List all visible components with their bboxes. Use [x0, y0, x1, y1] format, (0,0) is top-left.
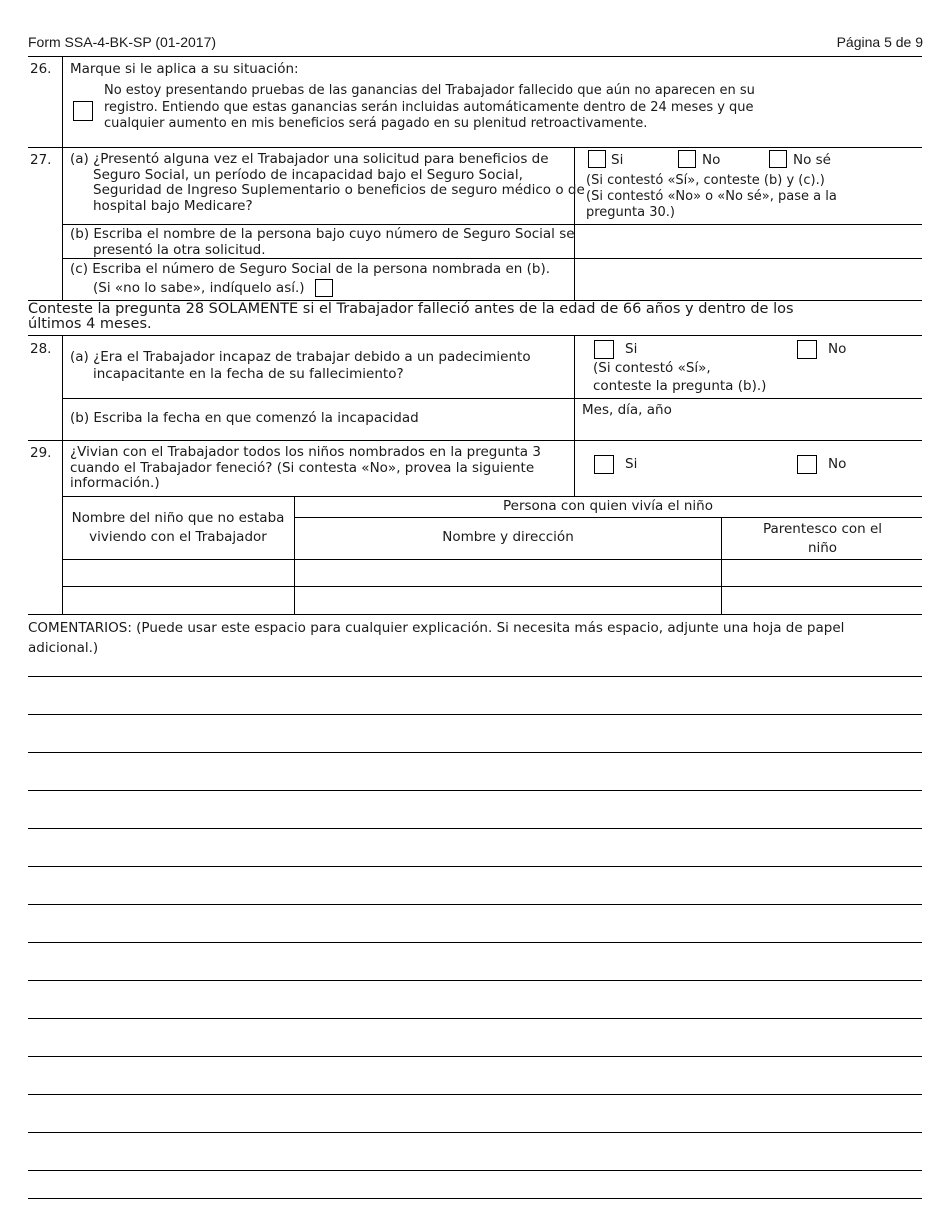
- comments-area[interactable]: [28, 662, 922, 1200]
- q27b-text: (b) Escriba el nombre de la persona bajo cuyo número de Seguro Social se presentó la otra solicitud.: [70, 226, 575, 258]
- q28-si-checkbox[interactable]: [594, 340, 614, 359]
- q29-number: 29.: [30, 445, 52, 461]
- q29-col-relationship: Parentesco con el niño: [762, 521, 883, 556]
- answer-divider-29: [574, 440, 575, 496]
- comment-line: [28, 752, 922, 753]
- q27c-answer-field[interactable]: [576, 260, 920, 299]
- q28-note: (Si contestó «Sí», conteste la pregunta (b).): [593, 360, 767, 394]
- q27-note-yes: (Si contestó «Sí», conteste (b) y (c).): [586, 173, 825, 188]
- rule-27b-27c: [62, 258, 922, 259]
- q29-table-header-bottom: [62, 559, 922, 560]
- q27-note-no: (Si contestó «No» o «No sé», pase a la pregunta 30.): [586, 189, 837, 220]
- q28-no-label: No: [828, 341, 847, 357]
- q29-no-label: No: [828, 456, 847, 472]
- q29-col-child-name: Nombre del niño que no estaba viviendo con el Trabajador: [71, 510, 285, 545]
- q29-col-group-header: Persona con quien vivía el niño: [502, 498, 713, 514]
- comment-line: [28, 866, 922, 867]
- q27b-answer-field[interactable]: [576, 226, 920, 257]
- comment-line: [28, 904, 922, 905]
- q29-table-top: [62, 496, 922, 497]
- q27-number: 27.: [30, 152, 52, 168]
- q28b-date-label: Mes, día, año: [582, 402, 672, 418]
- q29-col-name-address: Nombre y dirección: [442, 529, 574, 545]
- q27c-unknown-checkbox[interactable]: [315, 279, 333, 297]
- rule-26-27: [28, 147, 922, 148]
- comment-line: [28, 676, 922, 677]
- q29-row1-relationship[interactable]: [723, 561, 921, 585]
- rule-27a-27b: [62, 224, 922, 225]
- comment-line: [28, 1198, 922, 1199]
- q29-table-col1-divider: [294, 496, 295, 614]
- rule-q28-top: [28, 335, 922, 336]
- q27-si-label: Si: [611, 152, 624, 168]
- q27-no-checkbox[interactable]: [678, 150, 696, 168]
- comment-line: [28, 828, 922, 829]
- answer-divider-28: [574, 335, 575, 440]
- q27a-text: (a) ¿Presentó alguna vez el Trabajador una solicitud para beneficios de Seguro Social, un período de incapacidad bajo el Seguro Social, Seguridad de Ingreso Suplementario o beneficios de seguro médico o de hospital bajo Medicare?: [70, 151, 585, 214]
- q27-no-label: No: [702, 152, 721, 168]
- q29-row2-name-address[interactable]: [296, 588, 720, 613]
- comment-line: [28, 714, 922, 715]
- q28b-text: (b) Escriba la fecha en que comenzó la incapacidad: [70, 410, 419, 426]
- q27c-text-unknown: (Si «no lo sabe», indíquelo así.): [93, 280, 305, 296]
- form-id: Form SSA-4-BK-SP (01-2017): [28, 34, 217, 50]
- q28-si-label: Si: [625, 341, 638, 357]
- q28-no-checkbox[interactable]: [797, 340, 817, 359]
- q29-text: ¿Vivian con el Trabajador todos los niños nombrados en la pregunta 3 cuando el Trabajador feneció? (Si contesta «No», provea la siguiente información.): [70, 444, 541, 491]
- q28-number: 28.: [30, 341, 52, 357]
- num-divider-28: [62, 335, 63, 440]
- comment-line: [28, 1094, 922, 1095]
- q27-nose-checkbox[interactable]: [769, 150, 787, 168]
- q29-row1-name-address[interactable]: [296, 561, 720, 585]
- q29-table-bottom: [28, 614, 922, 615]
- comment-line: [28, 790, 922, 791]
- comment-line: [28, 1132, 922, 1133]
- comment-line: [28, 1018, 922, 1019]
- rule-28a-28b: [62, 398, 922, 399]
- rule-28-end: [28, 440, 922, 441]
- comments-label: COMENTARIOS: (Puede usar este espacio para cualquier explicación. Si necesita más espacio, adjunte una hoja de papel adicional.): [28, 620, 845, 656]
- q29-row2-child-name[interactable]: [64, 588, 293, 613]
- comment-line: [28, 1170, 922, 1171]
- q29-table-row-divider: [62, 586, 922, 587]
- comment-line: [28, 980, 922, 981]
- q29-row2-relationship[interactable]: [723, 588, 921, 613]
- q28-instruction: Conteste la pregunta 28 SOLAMENTE si el Trabajador falleció antes de la edad de 66 años y dentro de los últimos 4 meses.: [28, 301, 794, 332]
- q26-number: 26.: [30, 61, 52, 77]
- q27-nose-label: No sé: [793, 152, 831, 168]
- q28a-text: (a) ¿Era el Trabajador incapaz de trabajar debido a un padecimiento incapacitante en la fecha de su fallecimiento?: [70, 349, 531, 382]
- q29-no-checkbox[interactable]: [797, 455, 817, 474]
- q28b-date-field[interactable]: [576, 418, 920, 439]
- q29-table-group-rule: [294, 517, 922, 518]
- q27-si-checkbox[interactable]: [588, 150, 606, 168]
- q29-table-col2-divider: [721, 517, 722, 614]
- top-rule: [28, 56, 922, 57]
- q27c-text: (c) Escriba el número de Seguro Social de la persona nombrada en (b).: [70, 261, 551, 277]
- q26-checkbox[interactable]: [73, 101, 93, 121]
- q26-option-text: No estoy presentando pruebas de las ganancias del Trabajador fallecido que aún no aparecen en su registro. Entiendo que estas ganancias serán incluidas automáticamente dentro de 24 meses y que cualquier aumento en mis beneficios será pagado en su plenitud retroactivamente.: [104, 83, 755, 131]
- num-divider-29: [62, 440, 63, 614]
- q29-si-label: Si: [625, 456, 638, 472]
- comment-line: [28, 942, 922, 943]
- q29-row1-child-name[interactable]: [64, 561, 293, 585]
- q29-si-checkbox[interactable]: [594, 455, 614, 474]
- comment-line: [28, 1056, 922, 1057]
- page-number: Página 5 de 9: [836, 34, 923, 50]
- q26-prompt: Marque si le aplica a su situación:: [70, 61, 299, 77]
- num-divider-26: [62, 56, 63, 148]
